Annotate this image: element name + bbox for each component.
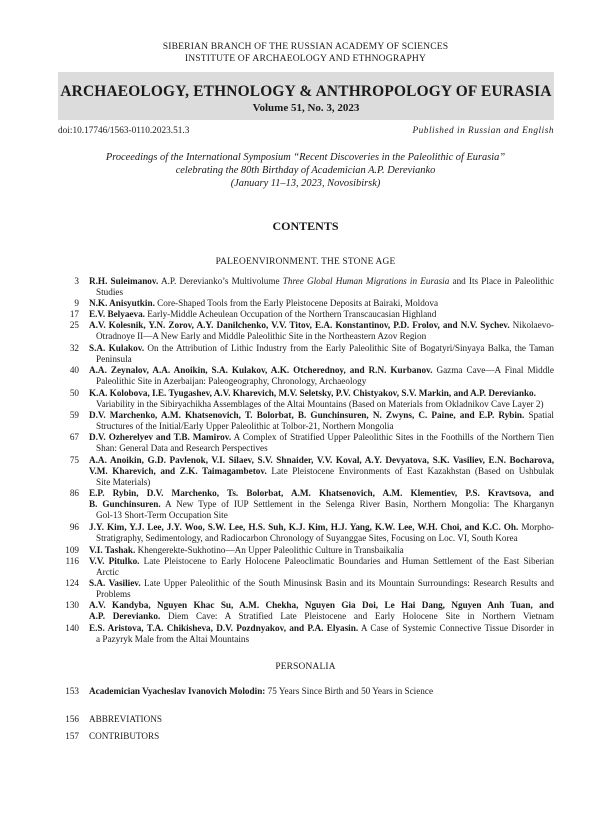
entry-authors: A.V. Kolesnik, Y.N. Zorov, A.Y. Danilchenko, V.V. Titov, E.A. Konstantinov, P.D. Frolov, and N.V. Sychev. <box>89 320 510 330</box>
entry-authors: Academician Vyacheslav Ivanovich Molodin: <box>89 686 266 696</box>
entry-title: Studies <box>96 287 124 298</box>
entry-authors: V.M. Kharevich, and Z.K. Taimagambetov. <box>89 466 267 477</box>
page-number: 116 <box>65 556 79 566</box>
page-number: 32 <box>69 343 79 353</box>
toc-entry[interactable] <box>58 432 554 454</box>
organization-line-1: SIBERIAN BRANCH OF THE RUSSIAN ACADEMY OF SCIENCES <box>162 41 449 52</box>
entry-title: Gazma Cave—A Final Middle <box>432 365 554 375</box>
proceedings-line-2: celebrating the 80th Birthday of Academician A.P. Derevianko <box>175 165 436 176</box>
toc-entry[interactable] <box>58 488 554 522</box>
entry-title: Peninsula <box>96 354 132 365</box>
entry-authors: A.P. Derevianko. <box>89 611 161 622</box>
page-number: 25 <box>69 320 79 330</box>
contents-heading: CONTENTS <box>272 219 339 233</box>
toc-entry[interactable] <box>58 343 554 365</box>
proceedings-line-3: (January 11–13, 2023, Novosibirsk) <box>230 178 381 189</box>
toc-entry[interactable] <box>58 623 554 645</box>
back-matter-label: ABBREVIATIONS <box>89 714 162 724</box>
entry-title: Arctic <box>96 567 119 578</box>
toc-entry[interactable] <box>58 556 554 578</box>
entry-title: A New Type of IUP Settlement in the Selenga River Basin, Northern Mongolia: The Kharganyn <box>160 499 554 510</box>
entry-title: Site Materials) <box>96 477 151 488</box>
entry-title: Variability in the Sibiryachikha Assemblages of the Altai Mountains (Based on Materials from Okladnikov Cave Layer 2) <box>96 399 544 410</box>
page-number: 59 <box>69 410 79 420</box>
page-number: 156 <box>65 714 79 724</box>
entry-authors: E.P. Rybin, D.V. Marchenko, Ts. Bolorbat, A.M. Khatsenovich, A.M. Klementiev, P.S. Kravtsova, and <box>89 488 554 498</box>
entry-title: Spatial <box>524 410 554 420</box>
entry-title: Problems <box>96 589 131 600</box>
toc-entry[interactable] <box>58 600 554 622</box>
entry-title: 75 Years Since Birth and 50 Years in Science <box>265 686 434 696</box>
page-number: 96 <box>69 522 79 532</box>
page-number: 17 <box>69 309 79 319</box>
entry-authors: S.A. Vasiliev. <box>89 578 141 588</box>
entry-authors: K.A. Kolobova, I.E. Tyugashev, A.V. Kharevich, M.V. Seletsky, P.V. Chistyakov, S.V. Markin, and A.P. Derevianko. <box>89 388 536 398</box>
page-number: 124 <box>65 578 79 588</box>
entry-authors: R.H. Suleimanov. <box>89 276 159 286</box>
page-number: 86 <box>69 488 79 498</box>
entry-title: a Pazyryk Male from the Altai Mountains <box>96 634 250 645</box>
entry-title: Late Upper Paleolithic of the South Minusinsk Basin and its Mountain Surroundings: Research Results and <box>140 578 554 588</box>
back-matter-contributors[interactable] <box>58 731 554 743</box>
entry-title: A Complex of Stratified Upper Paleolithic Sites in the Foothills of the Northern Tien <box>231 432 554 442</box>
page-number: 130 <box>65 600 79 610</box>
toc-entry[interactable] <box>58 410 554 432</box>
toc-entry[interactable] <box>58 365 554 387</box>
page-number: 153 <box>65 686 79 696</box>
entry-title: Nikolaevo- <box>509 320 554 330</box>
organization-line-2: INSTITUTE OF ARCHAEOLOGY AND ETHNOGRAPHY <box>184 53 427 64</box>
entry-title: On the Attribution of Lithic Industry from the Early Paleolithic Site of Bogatyri/Sinyaya Balka, the Taman <box>144 343 554 353</box>
toc-entry[interactable] <box>58 388 554 410</box>
toc-entry[interactable] <box>58 522 554 544</box>
proceedings-line-1: Proceedings of the International Symposium “Recent Discoveries in the Paleolithic of Eurasia” <box>105 152 506 163</box>
page-number: 40 <box>69 365 79 375</box>
entry-title: A Case of Systemic Connective Tissue Disorder in <box>358 623 555 633</box>
page-number: 140 <box>65 623 79 633</box>
page-number: 3 <box>74 276 79 286</box>
entry-authors: A.A. Zeynalov, A.A. Anoikin, S.A. Kulakov, A.K. Otcherednoy, and R.N. Kurbanov. <box>89 365 433 375</box>
entry-authors: J.Y. Kim, Y.J. Lee, J.Y. Woo, S.W. Lee, H.S. Suh, K.J. Kim, H.J. Yang, K.W. Lee, W.H. Choi, and K.C. Oh. <box>89 522 519 532</box>
entry-authors: B. Gunchinsuren. <box>89 499 161 510</box>
back-matter-label: CONTRIBUTORS <box>89 731 160 741</box>
entry-title: A.P. Derevianko’s Multivolume <box>158 276 283 286</box>
page-number: 67 <box>69 432 79 442</box>
published-languages: Published in Russian and English <box>412 126 554 136</box>
entry-authors: N.K. Anisyutkin. <box>89 298 155 308</box>
section-heading-stone-age: PALEOENVIRONMENT. THE STONE AGE <box>215 257 396 267</box>
journal-title-banner <box>58 72 554 120</box>
entry-authors: D.V. Ozherelyev and T.B. Mamirov. <box>89 432 232 442</box>
entry-title: Diem Cave: A Stratified Late Pleistocene and Early Holocene Site in Northern Vietnam <box>160 611 554 622</box>
section-heading-personalia: PERSONALIA <box>275 662 336 672</box>
toc-entry[interactable] <box>58 455 554 489</box>
toc-entry[interactable] <box>58 578 554 600</box>
entry-title: Early-Middle Acheulean Occupation of the Northern Transcaucasian Highland <box>144 309 437 319</box>
entry-authors: E.V. Belyaeva. <box>89 309 145 319</box>
doi: doi:10.17746/1563-0110.2023.51.3 <box>58 126 190 136</box>
entry-authors: A.V. Kandyba, Nguyen Khac Su, A.M. Chekha, Nguyen Gia Doi, Le Hai Dang, Nguyen Anh Tuan, and <box>89 600 554 610</box>
page-number: 50 <box>69 388 79 398</box>
toc-entry[interactable] <box>58 309 554 320</box>
entry-authors: E.S. Aristova, T.A. Chikisheva, D.V. Pozdnyakov, and P.A. Elyasin. <box>89 623 359 633</box>
personalia-entry[interactable] <box>58 686 554 698</box>
entry-title: Shan: General Data and Research Perspectives <box>96 443 268 454</box>
page-number: 75 <box>69 455 79 465</box>
toc-entry[interactable] <box>58 276 554 298</box>
page-number: 9 <box>74 298 79 308</box>
entry-title: Khengerekte-Sukhotino—An Upper Paleolithic Culture in Transbaikalia <box>135 545 404 555</box>
toc-entry[interactable] <box>58 298 554 309</box>
entry-title: Paleolithic Site in Azerbaijan: Paleogeography, Chronology, Archaeology <box>96 376 367 387</box>
page-number: 109 <box>65 545 79 555</box>
toc-entry[interactable] <box>58 320 554 342</box>
entry-title: Late Pleistocene Environments of East Kazakhstan (Based on Ushbulak <box>266 466 554 477</box>
entry-title: and Its Place in Paleolithic <box>449 276 554 286</box>
page-number: 157 <box>65 731 79 741</box>
entry-title: Late Pleistocene to Early Holocene Paleoclimatic Boundaries and Human Settlement of the East Siberian <box>139 556 554 566</box>
entry-title: Core-Shaped Tools from the Early Pleistocene Deposits at Bairaki, Moldova <box>154 298 439 308</box>
entry-authors: S.A. Kulakov. <box>89 343 145 353</box>
entry-title: Structures of the Initial/Early Upper Paleolithic at Tolbor-21, Northern Mongolia <box>96 421 394 432</box>
entry-title: Otradnoye II—A New Early and Middle Paleolithic Site in the Northeastern Azov Region <box>96 331 427 342</box>
entry-authors: A.A. Anoikin, G.D. Pavlenok, V.I. Silaev, S.V. Shnaider, V.V. Koval, A.Y. Devyatova, S.K. Vasiliev, E.N. Bocharova, <box>89 455 554 465</box>
entry-title: Stratigraphy, Sedimentology, and Radiocarbon Chronology of Suyanggae Sites, Focusing on Loc. VI, South Korea <box>96 533 518 544</box>
entry-title: Gol-13 Short-Term Occupation Site <box>96 510 228 521</box>
entry-authors: V.V. Pitulko. <box>89 556 140 566</box>
entry-authors: V.I. Tashak. <box>89 545 136 555</box>
journal-title: ARCHAEOLOGY, ETHNOLOGY & ANTHROPOLOGY OF EURASIA <box>60 83 552 100</box>
toc-entry[interactable] <box>58 545 554 556</box>
entry-authors: D.V. Marchenko, A.M. Khatsenovich, T. Bolorbat, B. Gunchinsuren, N. Zwyns, C. Paine, and E.P. Rybin. <box>89 410 525 420</box>
entry-title: Morpho- <box>518 522 554 532</box>
volume-issue: Volume 51, No. 3, 2023 <box>252 102 360 114</box>
back-matter-abbreviations[interactable] <box>58 714 554 726</box>
entry-title-italic: Three Global Human Migrations in Eurasia <box>282 276 450 286</box>
